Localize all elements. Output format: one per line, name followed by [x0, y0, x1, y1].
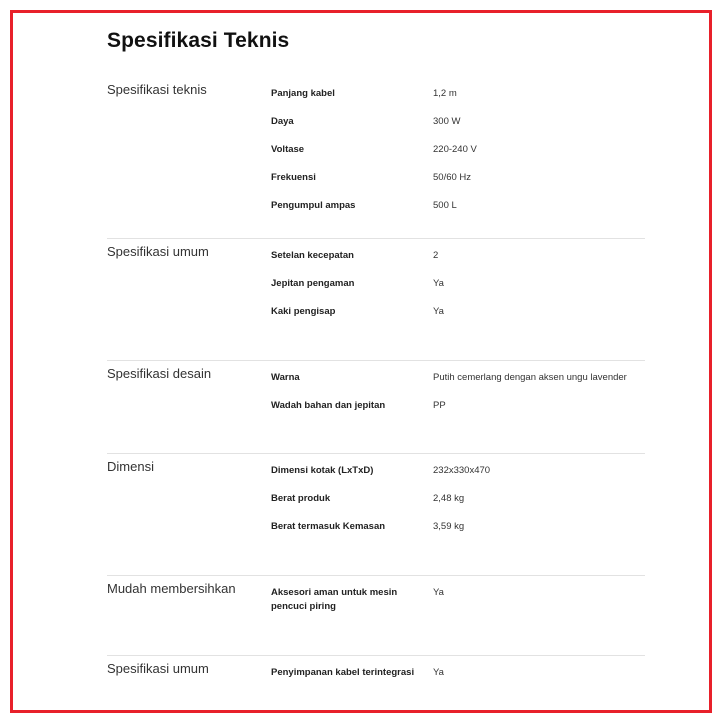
spec-key: Warna — [271, 372, 300, 383]
spec-key: Wadah bahan dan jepitan — [271, 400, 386, 411]
spec-value: 232x330x470 — [433, 465, 491, 476]
spec-value: Ya — [433, 587, 444, 598]
spec-value: Ya — [433, 667, 444, 678]
spec-key: Panjang kabel — [271, 88, 335, 99]
spec-key: Berat produk — [271, 493, 331, 504]
section-label: Spesifikasi desain — [107, 366, 212, 381]
section-label: Mudah membersihkan — [107, 581, 236, 596]
spec-key: Berat termasuk Kemasan — [271, 521, 386, 532]
spec-row — [271, 249, 645, 277]
spec-key: Voltase — [271, 144, 305, 155]
spec-frame — [10, 10, 712, 713]
section-label: Spesifikasi umum — [107, 661, 209, 676]
spec-row — [271, 143, 645, 171]
spec-value: Ya — [433, 278, 444, 289]
spec-row — [271, 492, 645, 520]
spec-row — [271, 399, 645, 427]
spec-row — [271, 305, 645, 333]
spec-row — [271, 371, 645, 399]
spec-key: Jepitan pengaman — [271, 278, 355, 289]
spec-key: Kaki pengisap — [271, 306, 336, 317]
spec-value: 50/60 Hz — [433, 172, 472, 183]
spec-value: 300 W — [433, 116, 461, 127]
spec-key: Aksesori aman untuk mesin pencuci piring — [271, 587, 398, 612]
spec-row — [271, 464, 645, 492]
spec-section-general-2 — [107, 656, 645, 713]
spec-row — [271, 171, 645, 199]
spec-key: Daya — [271, 116, 294, 127]
spec-value: 3,59 kg — [433, 521, 465, 532]
spec-row — [271, 277, 645, 305]
spec-section-cleaning — [107, 576, 645, 656]
spec-row — [271, 115, 645, 143]
spec-value: 220-240 V — [433, 144, 477, 155]
spec-section-general — [107, 239, 645, 361]
spec-row — [271, 586, 645, 618]
spec-rows — [271, 666, 645, 694]
page-title: Spesifikasi Teknis — [107, 29, 290, 52]
spec-rows — [271, 371, 645, 427]
section-label: Spesifikasi teknis — [107, 82, 207, 97]
spec-key: Frekuensi — [271, 172, 316, 183]
spec-key: Penyimpanan kabel terintegrasi — [271, 667, 415, 678]
spec-value: Ya — [433, 306, 444, 317]
spec-value: 2,48 kg — [433, 493, 465, 504]
spec-sections — [107, 77, 645, 713]
section-label: Spesifikasi umum — [107, 244, 209, 259]
spec-row — [271, 520, 645, 548]
spec-section-technical — [107, 77, 645, 239]
spec-rows — [271, 586, 645, 618]
spec-row — [271, 199, 645, 227]
spec-value: PP — [433, 400, 446, 411]
spec-value: 1,2 m — [433, 88, 457, 99]
spec-rows — [271, 464, 645, 548]
spec-rows — [271, 87, 645, 227]
spec-value: 2 — [433, 250, 439, 261]
spec-value: 500 L — [433, 200, 457, 211]
spec-rows — [271, 249, 645, 333]
spec-key: Dimensi kotak (LxTxD) — [271, 465, 374, 476]
spec-section-design — [107, 361, 645, 454]
spec-key: Setelan kecepatan — [271, 250, 354, 261]
spec-key: Pengumpul ampas — [271, 200, 356, 211]
spec-value: Putih cemerlang dengan aksen ungu lavender — [433, 372, 627, 383]
spec-row — [271, 666, 645, 694]
spec-row — [271, 87, 645, 115]
spec-section-dimensions — [107, 454, 645, 576]
section-label: Dimensi — [107, 459, 154, 474]
